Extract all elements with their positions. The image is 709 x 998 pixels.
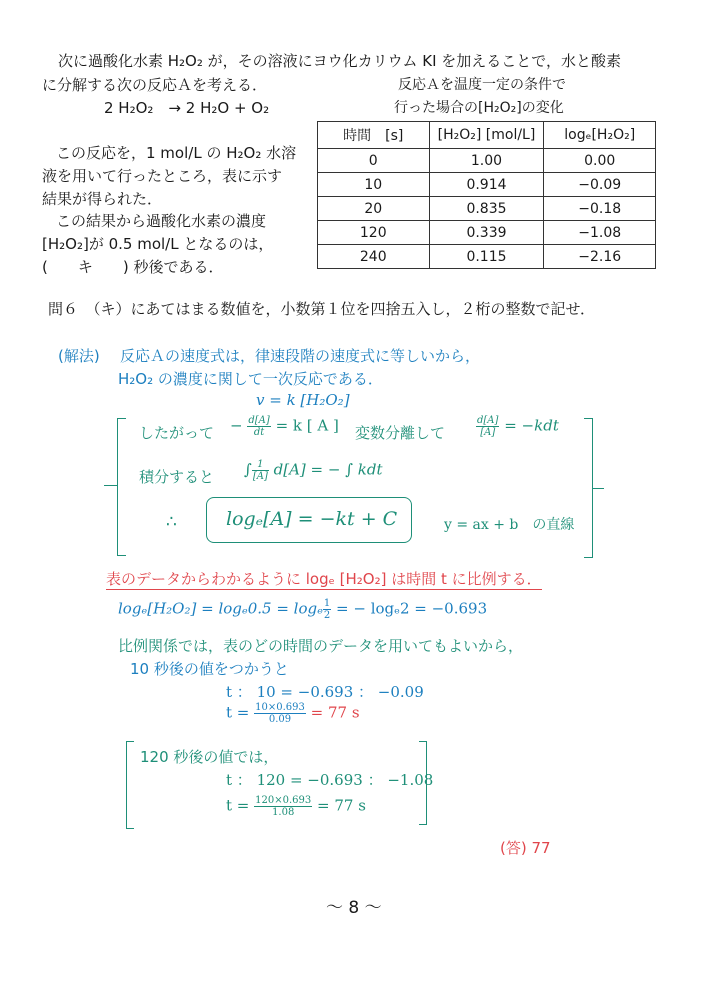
log-eq-right: = − logₑ2 = −0.693 xyxy=(336,599,488,618)
cell-time: 10 xyxy=(318,173,430,197)
therefore-symbol: ∴ xyxy=(166,512,177,532)
t-equals: t = xyxy=(226,703,250,722)
question-6: 問６ （キ）にあてはまる数値を，小数第１位を四捨五入し，２桁の整数で記せ． xyxy=(48,300,596,318)
header-time: 時間 [s] xyxy=(318,122,430,149)
problem-line-2: に分解する次の反応Ａを考える． xyxy=(42,76,268,94)
table-caption-2: 行った場合の[H₂O₂]の変化 xyxy=(394,100,564,116)
right-bracket-tick xyxy=(592,488,604,489)
cell-log: −1.08 xyxy=(544,221,656,245)
solution-line-2: H₂O₂ の濃度に関して一次反応である． xyxy=(118,370,383,388)
paragraph-2-line-1: この結果から過酸化水素の濃度 xyxy=(56,212,267,230)
solution-label: (解法) xyxy=(58,347,100,365)
t2-result: = 77 s xyxy=(317,796,366,815)
cell-log: −0.09 xyxy=(544,173,656,197)
cell-time: 20 xyxy=(318,197,430,221)
highlight-statement: 表のデータからわかるように logₑ [H₂O₂] は時間 t に比例する． xyxy=(106,570,542,588)
cell-concentration: 1.00 xyxy=(429,149,544,173)
solution-line-1: 反応Ａの速度式は，律速段階の速度式に等しいから， xyxy=(120,347,481,365)
integrand-fraction: $\frac{1}{[A]}$ xyxy=(252,459,268,482)
t-calc-120s xyxy=(226,795,366,818)
step2-label: 積分すると xyxy=(139,468,215,486)
table-caption-1: 反応Ａを温度一定の条件で xyxy=(398,77,566,93)
left-bracket-tick xyxy=(104,485,118,486)
cell-time: 240 xyxy=(318,245,430,269)
header-concentration: [H₂O₂] [mol/L] xyxy=(429,122,544,149)
cell-concentration: 0.835 xyxy=(429,197,544,221)
table-header-row xyxy=(318,122,656,149)
ten-second-text: 10 秒後の値をつかうと xyxy=(130,660,289,678)
alt-label: 120 秒後の値では， xyxy=(140,748,279,766)
paragraph-2-line-2: [H₂O₂]が 0.5 mol/L となるのは， xyxy=(42,235,274,253)
linear-note: y = ax + b の直線 xyxy=(444,517,575,533)
cell-time: 120 xyxy=(318,221,430,245)
log-eq-left: logₑ[H₂O₂] = logₑ0.5 = logₑ xyxy=(118,599,323,618)
table-row xyxy=(318,149,656,173)
cell-log: −0.18 xyxy=(544,197,656,221)
cell-concentration: 0.339 xyxy=(429,221,544,245)
header-log: logₑ[H₂O₂] xyxy=(544,122,656,149)
concentration-table xyxy=(317,121,656,269)
table-row xyxy=(318,173,656,197)
cell-time: 0 xyxy=(318,149,430,173)
cell-log: −2.16 xyxy=(544,245,656,269)
integration-rhs: d[A] = − ∫ kdt xyxy=(273,460,383,479)
paragraph-1-line-2: 液を用いて行ったところ，表に示す xyxy=(42,167,283,185)
cell-log: 0.00 xyxy=(544,149,656,173)
step1-minus: − xyxy=(230,416,243,435)
ratio-120s: t ： 120 = −0.693 ： −1.08 xyxy=(226,771,434,789)
ratio-10s: t ： 10 = −0.693 ： −0.09 xyxy=(226,683,424,701)
t1-result: = 77 s xyxy=(310,703,360,722)
t1-fraction: $\frac{10\times 0.693}{0.09}$ xyxy=(255,702,305,725)
separation-fraction: $\frac{d[A]}{[A]}$ xyxy=(477,415,499,438)
cell-concentration: 0.914 xyxy=(429,173,544,197)
t2-fraction: $\frac{120\times 0.693}{1.08}$ xyxy=(255,795,312,818)
page-number: ～ 8 ～ xyxy=(326,898,382,918)
integral-sign: ∫ xyxy=(244,460,252,479)
final-answer: (答) 77 xyxy=(500,839,551,857)
cell-concentration: 0.115 xyxy=(429,245,544,269)
problem-line-1: 次に過酸化水素 H₂O₂ が，その溶液にヨウ化カリウム KI を加えることで，水と酸素 xyxy=(58,52,621,70)
separation-equation xyxy=(476,415,559,438)
separation-rhs: = −kdt xyxy=(504,416,559,435)
paragraph-1-line-1: この反応を，1 mol/L の H₂O₂ 水溶 xyxy=(56,144,297,162)
log-half-fraction: $\frac{1}{2}$ xyxy=(323,598,331,621)
reaction-equation: 2 H₂O₂ → 2 H₂O + O₂ xyxy=(104,99,270,117)
step1-rhs: = k [ A ] xyxy=(275,416,339,435)
integration-equation xyxy=(244,459,383,482)
t-calc-10s xyxy=(226,702,360,725)
paragraph-1-line-3: 結果が得られた． xyxy=(42,190,163,208)
paragraph-2-line-3: ( キ ) 秒後である． xyxy=(42,258,224,276)
step1-equation xyxy=(230,415,339,438)
step1-derivative: $\frac{d[A]}{dt}$ xyxy=(248,415,270,438)
table-row xyxy=(318,221,656,245)
table-row xyxy=(318,197,656,221)
proportion-text: 比例関係では，表のどの時間のデータを用いてもよいから， xyxy=(118,637,524,655)
boxed-equation: logₑ[A] = −kt + C xyxy=(226,508,398,530)
separation-label: 変数分離して xyxy=(355,424,446,442)
log-evaluation xyxy=(118,598,487,621)
alt-left-bracket xyxy=(126,741,134,829)
step1-label: したがって xyxy=(139,424,215,442)
table-row xyxy=(318,245,656,269)
rate-law: v = k [H₂O₂] xyxy=(256,391,350,409)
left-bracket xyxy=(117,418,126,556)
t-equals-2: t = xyxy=(226,796,250,815)
